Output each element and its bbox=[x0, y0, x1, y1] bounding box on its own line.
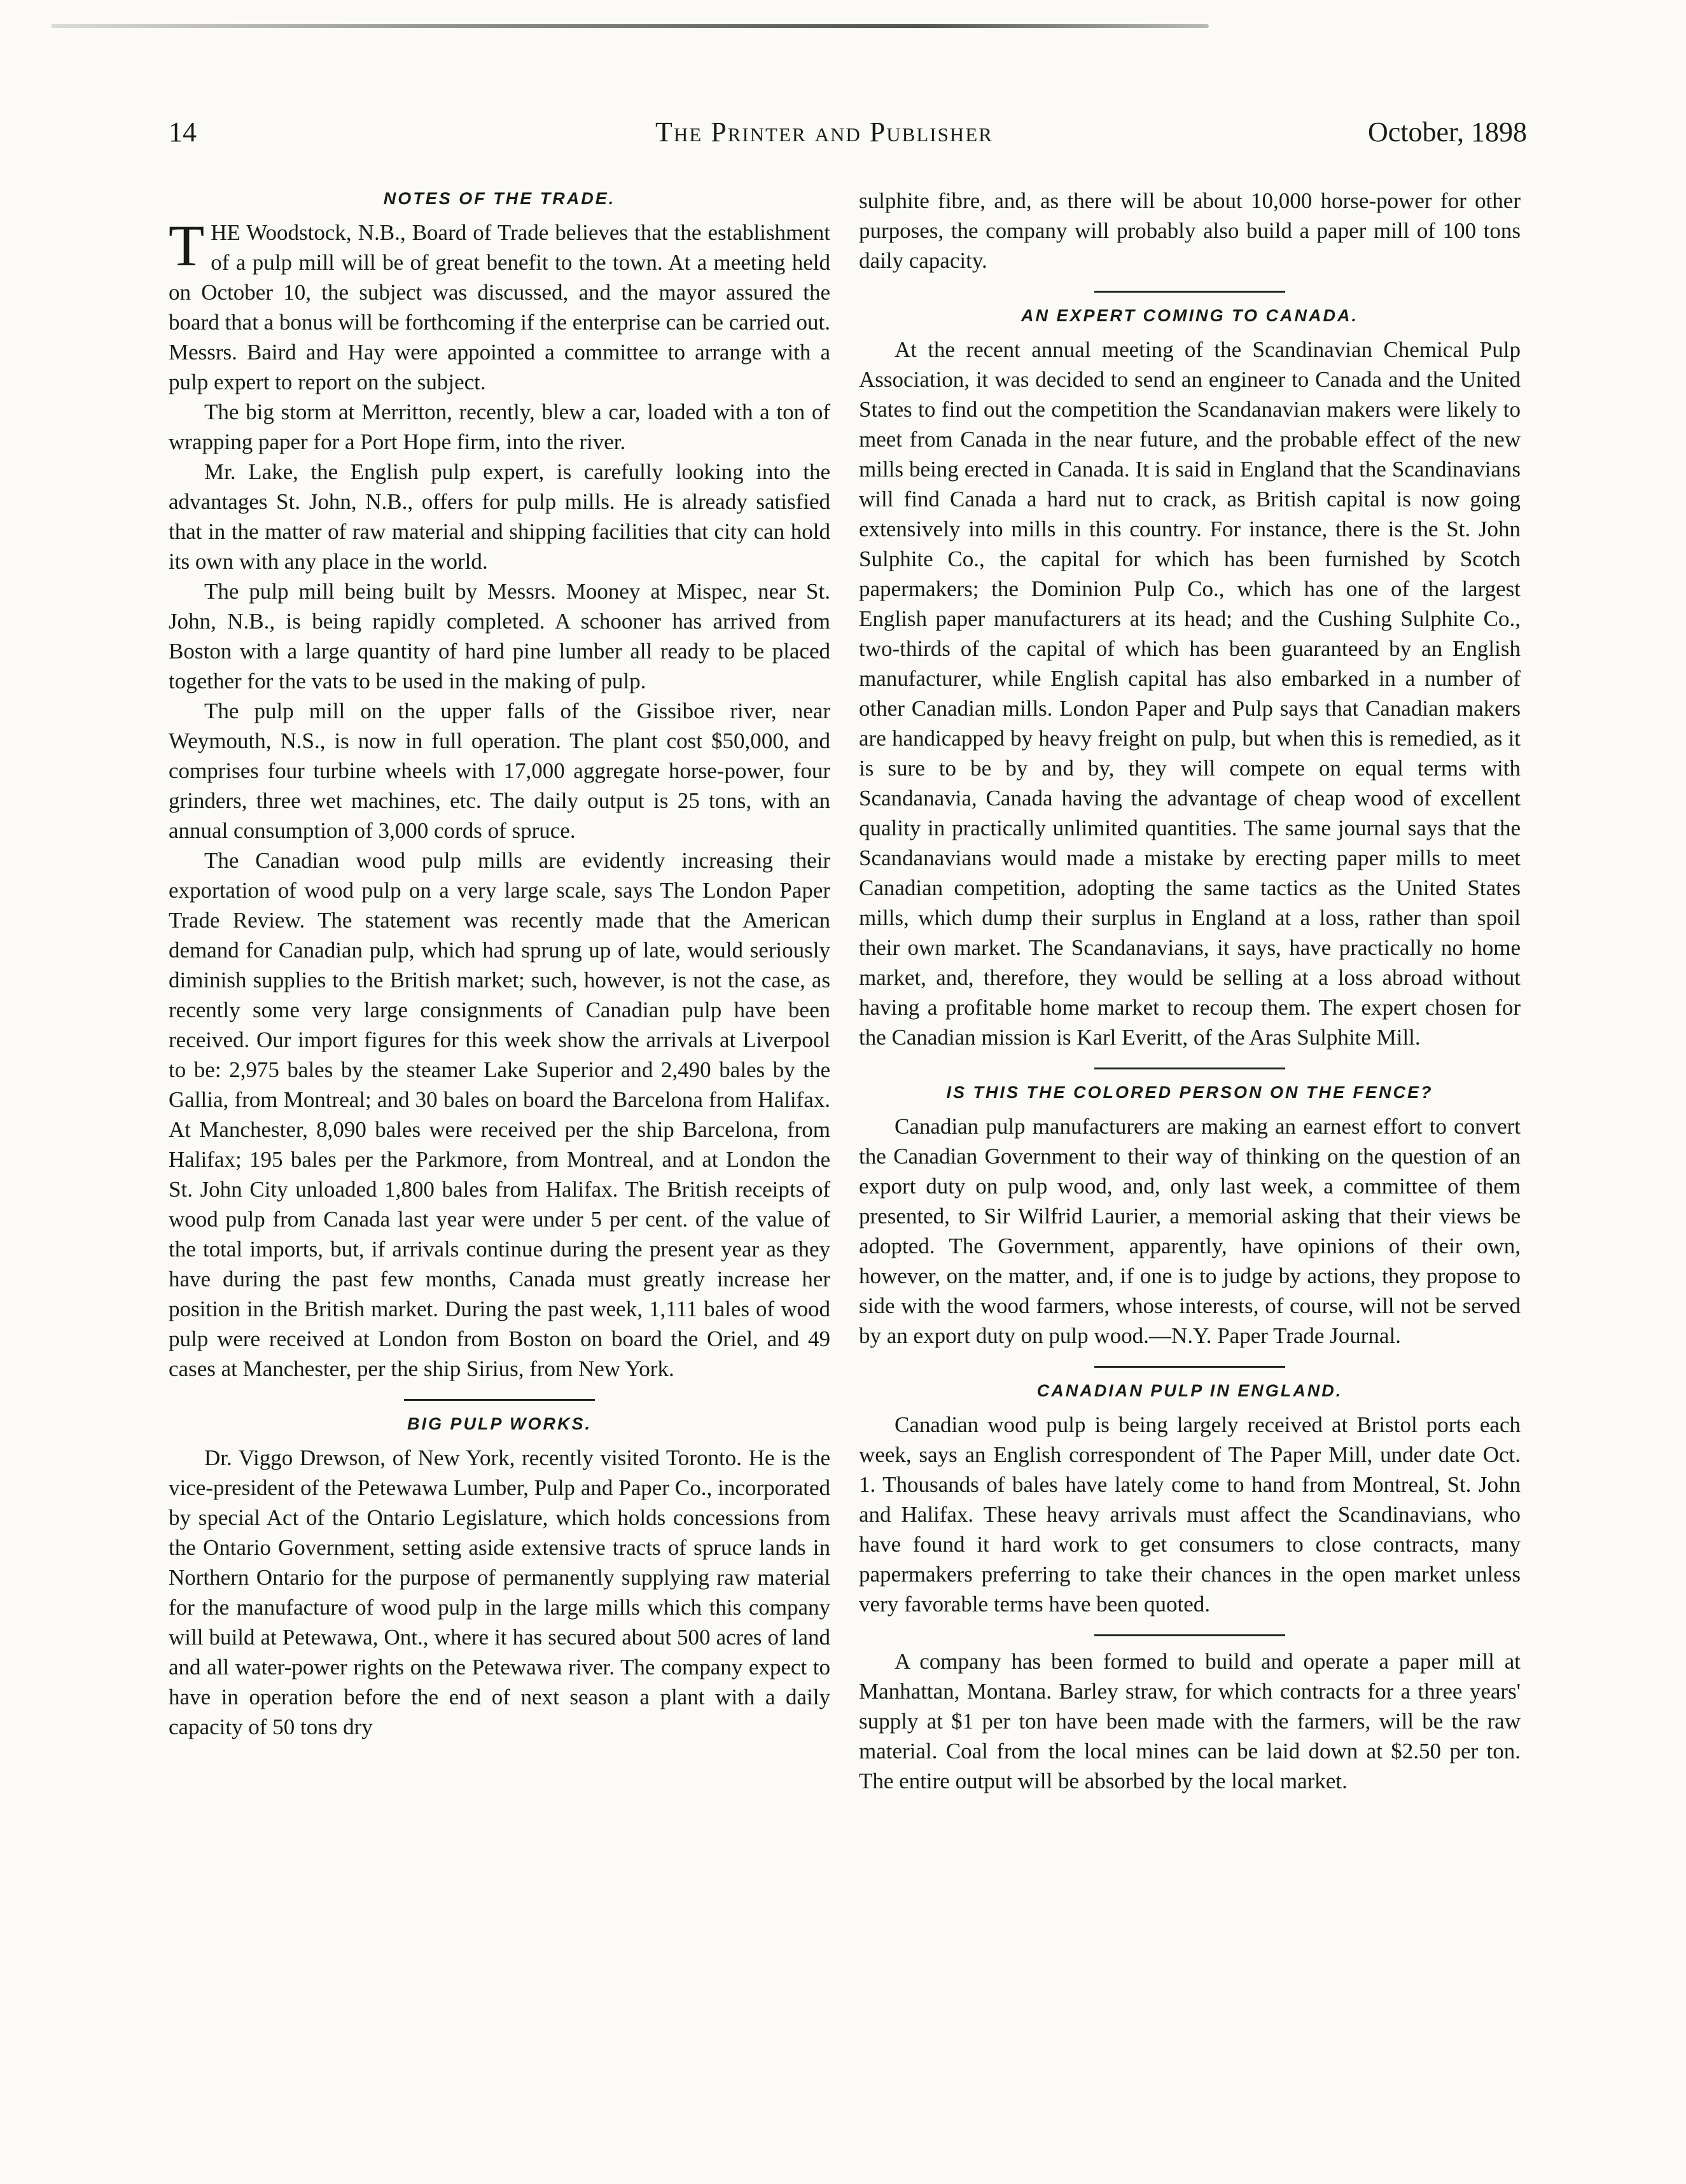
section-divider bbox=[1094, 291, 1285, 293]
paragraph-text: HE Woodstock, N.B., Board of Trade believes that the establishment of a pulp mill will be of great benefit to the town. At a meeting held on October 10, the subject was discussed, and the mayor assured the board that a bonus will be forthcoming if the enterprise can be carried out. Messrs. Baird and Hay were appointed a committee to arrange with a pulp expert to report on the subject. bbox=[169, 220, 830, 394]
section-heading-colored-person-fence: IS THIS THE COLORED PERSON ON THE FENCE? bbox=[946, 1083, 1433, 1102]
article-paragraph: A company has been formed to build and operate a paper mill at Manhattan, Montana. Barley straw, for which contracts for a three years' supply at $1 per ton have been made with the farmers, will be the raw material. Coal from the local mines can be laid down at $2.50 per ton. The entire output will be absorbed by the local market. bbox=[859, 1649, 1521, 1793]
journal-title: The Printer and Publisher bbox=[655, 116, 993, 148]
section-heading-expert-coming: AN EXPERT COMING TO CANADA. bbox=[1021, 306, 1359, 325]
article-paragraph-continued: sulphite fibre, and, as there will be about 10,000 horse-power for other purposes, the company will probably also build a paper mill of 100 tons daily capacity. bbox=[859, 188, 1521, 273]
section-heading-big-pulp-works: BIG PULP WORKS. bbox=[407, 1414, 592, 1433]
article-paragraph: Dr. Viggo Drewson, of New York, recently visited Toronto. He is the vice-president of the Petewawa Lumber, Pulp and Paper Co., incorporated by special Act of the Ontario Legislature, which holds concessions from the Ontario Government, setting aside extensive tracts of spruce lands in Northern Ontario for the purpose of permanently supplying raw material for the manufacture of wood pulp in the large mills which this company will build at Petewawa, Ont., where it has secured about 500 acres of land and all water-power rights on the Petewawa river. The company expect to have in operation before the end of next season a plant with a daily capacity of 50 tons dry bbox=[169, 1445, 830, 1739]
section-divider bbox=[1094, 1634, 1285, 1636]
section-heading-notes-of-the-trade: NOTES OF THE TRADE. bbox=[383, 189, 616, 208]
article-paragraph: Mr. Lake, the English pulp expert, is carefully looking into the advantages St. John, N.B., offers for pulp mills. He is already satisfied that in the matter of raw material and shipping facilities that city can hold its own with any place in the world. bbox=[169, 459, 830, 574]
top-border-rule bbox=[51, 24, 1209, 28]
section-divider bbox=[1094, 1068, 1285, 1069]
article-paragraph: The Canadian wood pulp mills are evidently increasing their exportation of wood pulp on a very large scale, says The London Paper Trade Review. The statement was recently made that the American demand for Canadian pulp, which had sprung up of late, would seriously diminish supplies to the British market; such, however, is not the case, as recently some very large consignments of Canadian pulp have been received. Our import figures for this week show the arrivals at Liverpool to be: 2,975 bales by the steamer Lake Superior and 2,490 bales by the Gallia, from Montreal; and 30 bales on board the Barcelona from Halifax. At Manchester, 8,090 bales were received per the ship Barcelona, from Halifax; 195 bales per the Parkmore, from Montreal, and at London the St. John City unloaded 1,800 bales from Halifax. The British receipts of wood pulp from Canada last year were under 5 per cent. of the value of the total imports, but, if arrivals continue during the present year as they have during the past few months, Canada must greatly increase her position in the British market. During the past week, 1,111 bales of wood pulp were received at London from Boston on board the Oriel, and 49 cases at Manchester, per the ship Sirius, from New York. bbox=[169, 848, 830, 1381]
article-paragraph: At the recent annual meeting of the Scandinavian Chemical Pulp Association, it was decided to send an engineer to Canada and the United States to find out the competition the Scandanavian makers were likely to meet from Canada in the near future, and the probable effect of the new mills being erected in Canada. It is said in England that the Scandinavians will find Canada a hard nut to crack, as British capital is now going extensively into mills in this country. For instance, there is the St. John Sulphite Co., the capital for which has been furnished by Scotch papermakers; the Dominion Pulp Co., which has one of the largest English paper manufacturers at its head; and the Cushing Sulphite Co., two-thirds of the capital of which has been guaranteed by an English manufacturer, while English capital has also embarked in a number of other Canadian mills. London Paper and Pulp says that Canadian makers are handicapped by heavy freight on pulp, but when this is remedied, as it is sure to be by and by, they will compete on equal terms with Scandanavia, Canada having the advantage of cheap wood of excellent quality in practically unlimited quantities. The same journal says that the Scandanavians would made a mistake by erecting paper mills to meet Canadian competition, adopting the same tactics as the United States mills, which dump their surplus in England at a loss, rather than spoil their own market. The Scandanavians, it says, have practically no home market, and, therefore, they would be selling at a loss abroad without having a profitable home market to recoup them. The expert chosen for the Canadian mission is Karl Everitt, of the Aras Sulphite Mill. bbox=[859, 337, 1521, 1050]
article-paragraph: The pulp mill being built by Messrs. Mooney at Mispec, near St. John, N.B., is being rapidly completed. A schooner has arrived from Boston with a large quantity of hard pine lumber all ready to be placed together for the vats to be used in the making of pulp. bbox=[169, 579, 830, 693]
issue-date: October, 1898 bbox=[1368, 116, 1527, 148]
page-number: 14 bbox=[169, 116, 197, 148]
article-paragraph: Canadian pulp manufacturers are making an earnest effort to convert the Canadian Government to their way of thinking on the question of an export duty on pulp wood, and, only last week, a committee of them presented, to Sir Wilfrid Laurier, a memorial asking that their views be adopted. The Government, apparently, have opinions of their own, however, on the matter, and, if one is to judge by actions, they propose to side with the wood farmers, whose interests, of course, will not be served by an export duty on pulp wood.—N.Y. Paper Trade Journal. bbox=[859, 1114, 1521, 1348]
section-heading-canadian-pulp-england: CANADIAN PULP IN ENGLAND. bbox=[1036, 1381, 1343, 1400]
right-column bbox=[859, 186, 1521, 1796]
section-divider bbox=[404, 1399, 595, 1401]
article-paragraph: The big storm at Merritton, recently, blew a car, loaded with a ton of wrapping paper for a Port Hope firm, into the river. bbox=[169, 400, 830, 454]
article-paragraph: The pulp mill on the upper falls of the Gissiboe river, near Weymouth, N.S., is now in full operation. The plant cost $50,000, and comprises four turbine wheels with 17,000 aggregate horse-power, four grinders, three wet machines, etc. The daily output is 25 tons, with an annual consumption of 3,000 cords of spruce. bbox=[169, 699, 830, 843]
article-paragraph bbox=[169, 213, 830, 397]
section-divider bbox=[1094, 1366, 1285, 1368]
drop-cap: T bbox=[169, 213, 205, 278]
left-column bbox=[169, 186, 830, 1742]
article-paragraph: Canadian wood pulp is being largely received at Bristol ports each week, says an English correspondent of The Paper Mill, under date Oct. 1. Thousands of bales have lately come to hand from Montreal, St. John and Halifax. These heavy arrivals must affect the Scandinavians, who have found it hard work to get consumers to close contracts, many papermakers preferring to take their chances in the open market unless very favorable terms have been quoted. bbox=[859, 1412, 1521, 1617]
